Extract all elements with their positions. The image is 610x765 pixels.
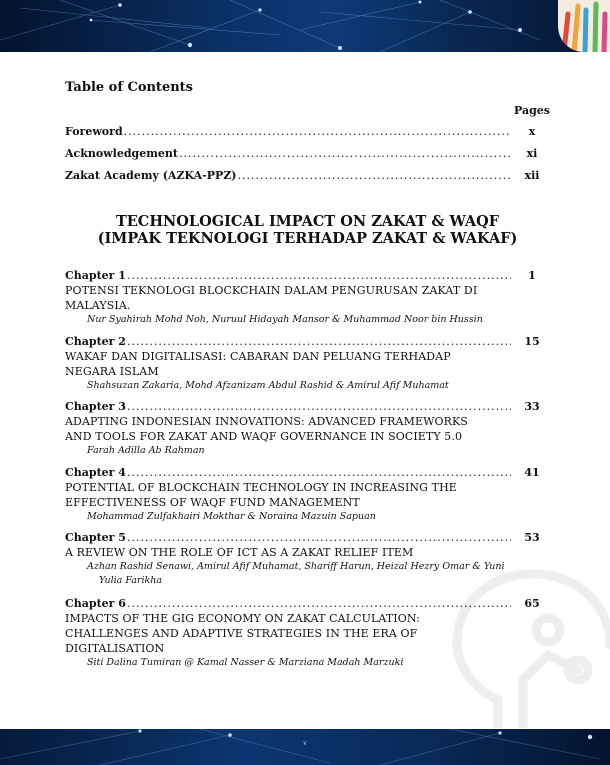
chapter-authors: Mohammad Zulfakhairi Mokthar & Noraina Mazuin Sapuan bbox=[87, 511, 376, 522]
chapter-authors: Shahsuzan Zakaria, Mohd Afzanizam Abdul Rashid & Amirul Afif Muhamat bbox=[87, 380, 449, 391]
chapter-entry-3[interactable] bbox=[65, 400, 550, 458]
network-pattern bbox=[0, 729, 610, 765]
toc-entry-label: Acknowledgement bbox=[65, 147, 178, 160]
chapter-page: 65 bbox=[524, 597, 540, 610]
leader-dots bbox=[127, 400, 511, 413]
toc-entry-page: xi bbox=[526, 147, 538, 160]
chapter-authors: Nur Syahirah Mohd Noh, Nuruul Hidayah Mansor & Muhammad Noor bin Hussin bbox=[87, 314, 483, 325]
leader-dots bbox=[238, 169, 512, 182]
chapter-page: 53 bbox=[524, 531, 540, 544]
chapter-page: 1 bbox=[528, 269, 536, 282]
leader-dots bbox=[127, 597, 511, 610]
section-heading-line2: (IMPAK TEKNOLOGI TERHADAP ZAKAT & WAKAF) bbox=[97, 230, 518, 247]
chapter-label: Chapter 3 bbox=[65, 400, 126, 413]
chapter-label: Chapter 4 bbox=[65, 466, 126, 479]
chapter-entry-5[interactable] bbox=[65, 531, 550, 588]
pages-column-label: Pages bbox=[514, 104, 550, 117]
chapter-entry-2[interactable] bbox=[65, 335, 550, 393]
header-banner bbox=[0, 0, 610, 52]
leader-dots bbox=[127, 466, 511, 479]
chapter-entry-4[interactable] bbox=[65, 466, 550, 524]
chapter-label: Chapter 2 bbox=[65, 335, 126, 348]
chapter-authors-line1: Azhan Rashid Senawi, Amirul Afif Muhamat, Shariff Harun, Heizal Hezry Omar & Yuni bbox=[87, 561, 505, 572]
toc-entry-page: xii bbox=[524, 169, 540, 182]
hands-raised-image bbox=[558, 0, 610, 52]
chapter-label: Chapter 1 bbox=[65, 269, 126, 282]
toc-entry-label: Foreword bbox=[65, 125, 123, 138]
network-pattern bbox=[0, 0, 610, 52]
chapter-page: 41 bbox=[524, 466, 540, 479]
leader-dots bbox=[124, 125, 511, 138]
chapter-entry-1[interactable] bbox=[65, 269, 550, 327]
chapter-label: Chapter 5 bbox=[65, 531, 126, 544]
chapter-title: POTENTIAL OF BLOCKCHAIN TECHNOLOGY IN INCREASING THE EFFECTIVENESS OF WAQF FUND MANAGEMENT bbox=[65, 481, 457, 509]
leader-dots bbox=[127, 335, 511, 348]
toc-entry-label: Zakat Academy (AZKA-PPZ) bbox=[65, 169, 237, 182]
chapter-title: WAKAF DAN DIGITALISASI: CABARAN DAN PELUANG TERHADAP NEGARA ISLAM bbox=[65, 350, 451, 378]
page-number: v bbox=[303, 739, 307, 747]
chapter-authors bbox=[87, 560, 507, 588]
chapter-page: 33 bbox=[524, 400, 540, 413]
leader-dots bbox=[179, 147, 511, 160]
toc-entry-acknowledgement[interactable] bbox=[65, 147, 550, 160]
toc-entry-zakat-academy[interactable] bbox=[65, 169, 550, 182]
toc-title: Table of Contents bbox=[65, 80, 193, 95]
leader-dots bbox=[127, 531, 511, 544]
chapter-title: A REVIEW ON THE ROLE OF ICT AS A ZAKAT RELIEF ITEM bbox=[65, 546, 414, 559]
chapter-authors: Siti Dalina Tumiran @ Kamal Nasser & Marziana Madah Marzuki bbox=[87, 657, 404, 668]
chapter-title: IMPACTS OF THE GIG ECONOMY ON ZAKAT CALCULATION: CHALLENGES AND ADAPTIVE STRATEGIES IN THE ERA OF DIGITALISATION bbox=[65, 612, 420, 655]
chapter-page: 15 bbox=[524, 335, 540, 348]
section-heading bbox=[65, 213, 550, 247]
chapter-label: Chapter 6 bbox=[65, 597, 126, 610]
toc-entry-page: x bbox=[528, 125, 536, 138]
toc-entry-foreword[interactable] bbox=[65, 125, 550, 138]
chapter-entry-6[interactable] bbox=[65, 597, 550, 670]
leader-dots bbox=[127, 269, 511, 282]
chapter-title: POTENSI TEKNOLOGI BLOCKCHAIN DALAM PENGURUSAN ZAKAT DI MALAYSIA. bbox=[65, 284, 478, 312]
chapter-title: ADAPTING INDONESIAN INNOVATIONS: ADVANCED FRAMEWORKS AND TOOLS FOR ZAKAT AND WAQF GOVERNANCE IN SOCIETY 5.0 bbox=[65, 415, 468, 443]
section-heading-line1: TECHNOLOGICAL IMPACT ON ZAKAT & WAQF bbox=[115, 213, 500, 230]
chapter-authors: Farah Adilla Ab Rahman bbox=[87, 445, 205, 456]
footer-banner bbox=[0, 729, 610, 765]
chapter-authors-line2: Yulia Farikha bbox=[99, 575, 163, 586]
